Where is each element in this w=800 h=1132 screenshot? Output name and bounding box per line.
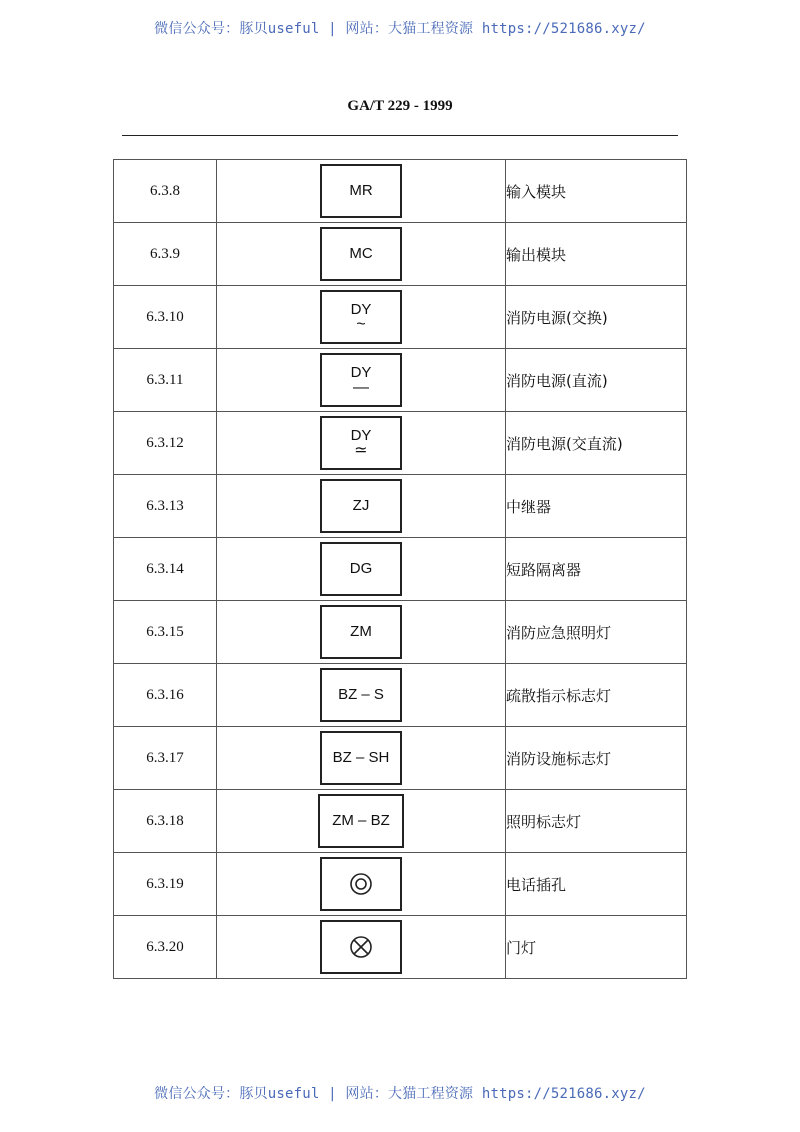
symbol-code: DG [349,559,373,577]
clause-number: 6.3.16 [114,664,217,727]
symbol-description: 输入模块 [506,160,687,223]
clause-number: 6.3.20 [114,916,217,979]
symbol-code: DY [350,426,372,444]
symbol-code: BZ – S [338,685,384,703]
table-row [114,475,687,538]
clause-number: 6.3.10 [114,286,217,349]
symbol-description: 消防设施标志灯 [506,727,687,790]
symbol-cell [217,286,506,349]
symbol-box [320,227,402,281]
symbol-cell [217,790,506,853]
table-row [114,223,687,286]
clause-number: 6.3.18 [114,790,217,853]
table-row [114,916,687,979]
table-row [114,349,687,412]
symbol-description: 短路隔离器 [506,538,687,601]
symbol-cell [217,475,506,538]
symbol-box [320,857,402,911]
dc-mark: — [353,379,369,397]
clause-number: 6.3.12 [114,412,217,475]
symbol-description: 疏散指示标志灯 [506,664,687,727]
clause-number: 6.3.13 [114,475,217,538]
symbol-code: ZM – BZ [332,811,390,829]
symbol-description: 消防电源(交直流) [506,412,687,475]
symbol-cell [217,349,506,412]
clause-number: 6.3.9 [114,223,217,286]
clause-number: 6.3.17 [114,727,217,790]
symbol-code: ZM [350,622,372,640]
symbol-box [320,731,402,785]
symbol-box [318,794,404,848]
symbol-description: 消防应急照明灯 [506,601,687,664]
table-row [114,601,687,664]
doc-number-header: GA/T 229 - 1999 [347,98,453,114]
header-rule [122,135,678,136]
symbol-box [320,668,402,722]
phone-jack-symbol-icon [349,872,373,896]
table-row [114,160,687,223]
symbol-description: 门灯 [506,916,687,979]
table-row [114,853,687,916]
clause-number: 6.3.8 [114,160,217,223]
symbol-cell [217,160,506,223]
symbol-code: MR [349,181,373,199]
symbol-cell [217,916,506,979]
symbol-cell [217,601,506,664]
table-row [114,790,687,853]
clause-number: 6.3.15 [114,601,217,664]
clause-number: 6.3.19 [114,853,217,916]
table-row [114,412,687,475]
symbol-box [320,353,402,407]
watermark-top: 微信公众号：豚贝useful | 网站：大猫工程资源 https://521686.xyz/ [154,21,646,37]
symbol-box [320,416,402,470]
symbol-cell [217,538,506,601]
symbol-cell [217,223,506,286]
symbol-box [320,605,402,659]
symbol-cell [217,853,506,916]
door-lamp-symbol-icon [349,935,373,959]
symbol-description: 消防电源(交换) [506,286,687,349]
table-row [114,538,687,601]
ac-dc-mark: ≃ [354,442,368,460]
symbol-description: 消防电源(直流) [506,349,687,412]
symbol-cell [217,412,506,475]
symbol-description: 照明标志灯 [506,790,687,853]
table-row [114,664,687,727]
symbol-code: MC [349,244,373,262]
symbol-code: ZJ [352,496,370,514]
table-row [114,286,687,349]
symbol-box [320,479,402,533]
symbol-table [113,159,687,979]
symbol-box [320,164,402,218]
symbol-description: 中继器 [506,475,687,538]
symbol-description: 输出模块 [506,223,687,286]
watermark-bottom: 微信公众号：豚贝useful | 网站：大猫工程资源 https://521686.xyz/ [154,1086,646,1102]
table-row [114,727,687,790]
symbol-code: DY [350,363,372,381]
symbol-box [320,920,402,974]
clause-number: 6.3.11 [114,349,217,412]
symbol-box [320,542,402,596]
symbol-box [320,290,402,344]
symbol-code: DY [350,300,372,318]
ac-mark: ~ [356,316,366,334]
clause-number: 6.3.14 [114,538,217,601]
symbol-cell [217,664,506,727]
symbol-description: 电话插孔 [506,853,687,916]
symbol-code: BZ – SH [332,748,390,766]
symbol-cell [217,727,506,790]
